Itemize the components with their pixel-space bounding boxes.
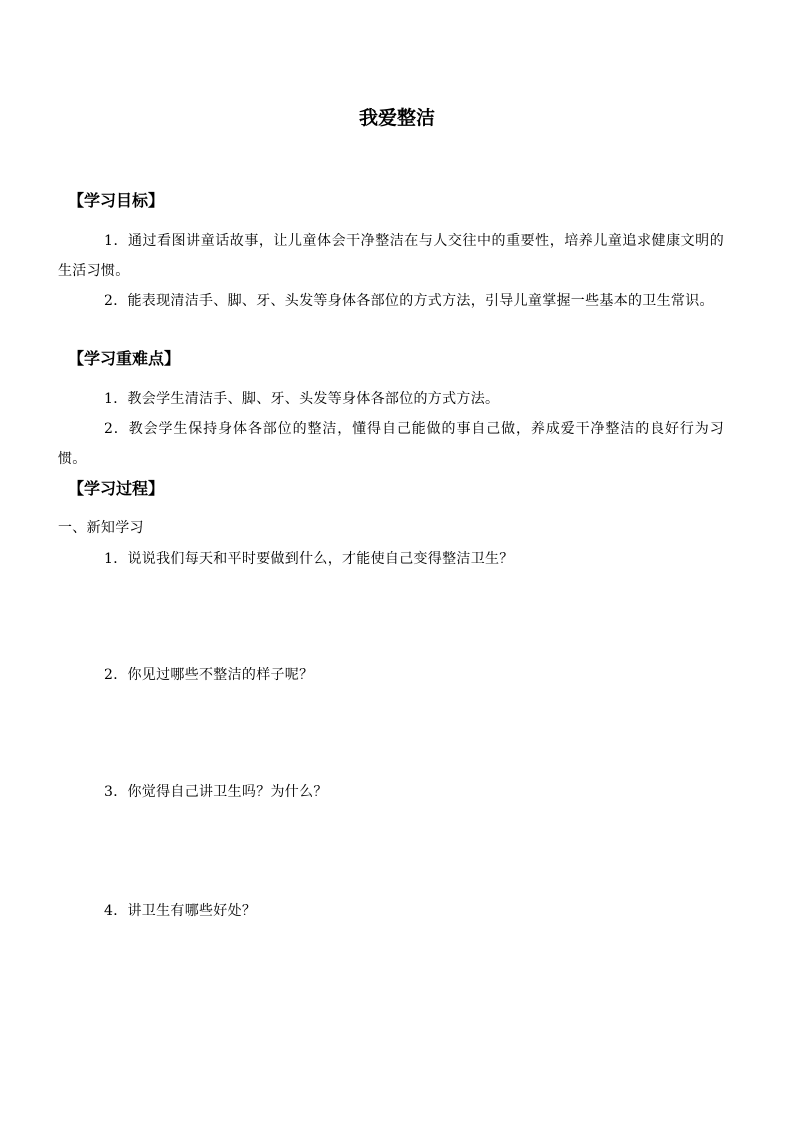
key-points-item-1: 1．教会学生清洁手、脚、牙、头发等身体各部位的方式方法。 [104, 391, 500, 407]
key-points-item-2: 2．教会学生保持身体各部位的整洁，懂得自己能做的事自己做，养成爱干净整洁的良好行为习惯。 [58, 421, 724, 467]
question-1: 1．说说我们每天和平时要做到什么，才能使自己变得整洁卫生？ [104, 551, 514, 567]
goals-item-2: 2．能表现清洁手、脚、牙、头发等身体各部位的方式方法，引导儿童掌握一些基本的卫生常识。 [104, 293, 714, 309]
goals-item-1: 1．通过看图讲童话故事，让儿童体会干净整洁在与人交往中的重要性，培养儿童追求健康文明的生活习惯。 [58, 233, 724, 279]
key-points-heading: 【学习重难点】 [68, 349, 181, 368]
question-2: 2．你见过哪些不整洁的样子呢？ [104, 667, 314, 683]
question-3: 3．你觉得自己讲卫生吗？为什么？ [104, 784, 328, 800]
process-subheading: 一、新知学习 [58, 520, 144, 536]
process-heading: 【学习过程】 [68, 479, 165, 498]
goals-heading: 【学习目标】 [68, 191, 165, 210]
page-title: 我爱整洁 [358, 107, 435, 129]
question-4: 4．讲卫生有哪些好处？ [104, 903, 257, 919]
